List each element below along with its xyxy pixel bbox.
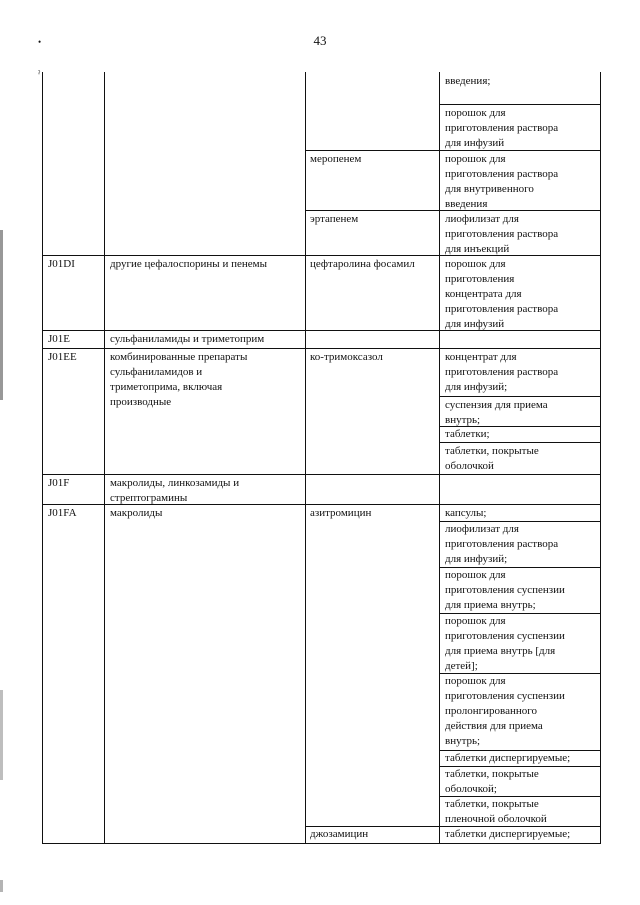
dosage-form-cell: таблетки, покрытые оболочкой (445, 445, 539, 472)
table-border (439, 104, 601, 105)
dosage-form-cell: порошок для приготовления концентрата для приготовления раствора для инфузий (445, 258, 559, 330)
dosage-form-cell: суспензия для приема внутрь; (445, 399, 548, 426)
drug-name-cell: меропенем (310, 153, 362, 165)
atc-code-cell: J01FA (48, 507, 77, 519)
table-border (439, 442, 601, 443)
dosage-form-cell: таблетки, покрытые оболочкой; (445, 768, 539, 795)
group-name-cell: другие цефалоспорины и пенемы (110, 258, 267, 270)
corner-mark: ˀ (38, 69, 41, 79)
dosage-form-cell: концентрат для приготовления раствора для инфузий; (445, 351, 559, 393)
dosage-form-cell: порошок для приготовления раствора для инфузий (445, 107, 559, 149)
table-border (600, 72, 601, 844)
atc-code-cell: J01E (48, 333, 70, 345)
group-name-cell: макролиды (110, 507, 163, 519)
group-name-cell: макролиды, линкозамиды и стрептограмины (110, 477, 240, 504)
atc-code-cell: J01DI (48, 258, 75, 270)
table-border (42, 348, 601, 349)
dosage-form-cell: лиофилизат для приготовления раствора для инфузий; (445, 523, 559, 565)
table-border (439, 396, 601, 397)
table-border (305, 72, 306, 844)
drug-name-cell: ко-тримоксазол (310, 351, 383, 363)
dosage-form-cell: порошок для приготовления суспензии для приема внутрь [для детей]; (445, 615, 565, 672)
dosage-form-cell: таблетки; (445, 428, 490, 440)
dosage-form-cell: введения; (445, 75, 491, 87)
drug-name-cell: цефтаролина фосамил (310, 258, 415, 270)
group-name-cell: комбинированные препараты сульфаниламидов и триметоприма, включая производные (110, 351, 248, 408)
dosage-form-cell: таблетки, покрытые пленочной оболочкой (445, 798, 547, 825)
atc-code-cell: J01EE (48, 351, 77, 363)
dosage-form-cell: таблетки диспергируемые; (445, 828, 571, 840)
header-dot: • (38, 37, 42, 47)
atc-code-cell: J01F (48, 477, 70, 489)
drug-name-cell: эртапенем (310, 213, 359, 225)
drug-name-cell: азитромицин (310, 507, 372, 519)
dosage-form-cell: порошок для приготовления раствора для внутривенного введения (445, 153, 559, 210)
dosage-form-cell: таблетки диспергируемые; (445, 752, 571, 764)
table-border (104, 72, 105, 844)
dosage-form-cell: лиофилизат для приготовления раствора для инъекций (445, 213, 559, 255)
dosage-form-cell: порошок для приготовления суспензии пролонгированного действия для приема внутрь; (445, 675, 565, 747)
table-border (42, 843, 601, 844)
table-border (42, 474, 601, 475)
page-number: 43 (313, 33, 327, 48)
table-border (42, 72, 43, 844)
table-border (439, 72, 440, 844)
dosage-form-cell: капсулы; (445, 507, 487, 519)
group-name-cell: сульфаниламиды и триметоприм (110, 333, 265, 345)
drug-name-cell: джозамицин (310, 828, 369, 840)
dosage-form-cell: порошок для приготовления суспензии для приема внутрь; (445, 569, 565, 611)
